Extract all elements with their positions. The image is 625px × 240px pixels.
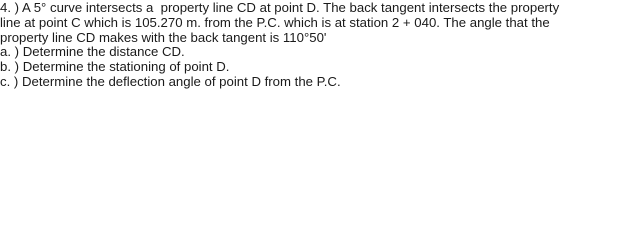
problem-text-block [0, 1, 625, 136]
problem-statement-line-3: property line CD makes with the back tangent is 110°50' [0, 29, 327, 45]
question-part-c: c. ) Determine the deflection angle of point D from the P.C. [0, 73, 341, 89]
problem-statement-line-2: line at point C which is 105.270 m. from the P.C. which is at station 2 + 040. The angle that the [0, 14, 550, 30]
question-part-b: b. ) Determine the stationing of point D. [0, 59, 230, 75]
problem-statement-line-1: 4. ) A 5° curve intersects a property line CD at point D. The back tangent intersects the property [0, 1, 560, 15]
question-part-a: a. ) Determine the distance CD. [0, 44, 185, 60]
